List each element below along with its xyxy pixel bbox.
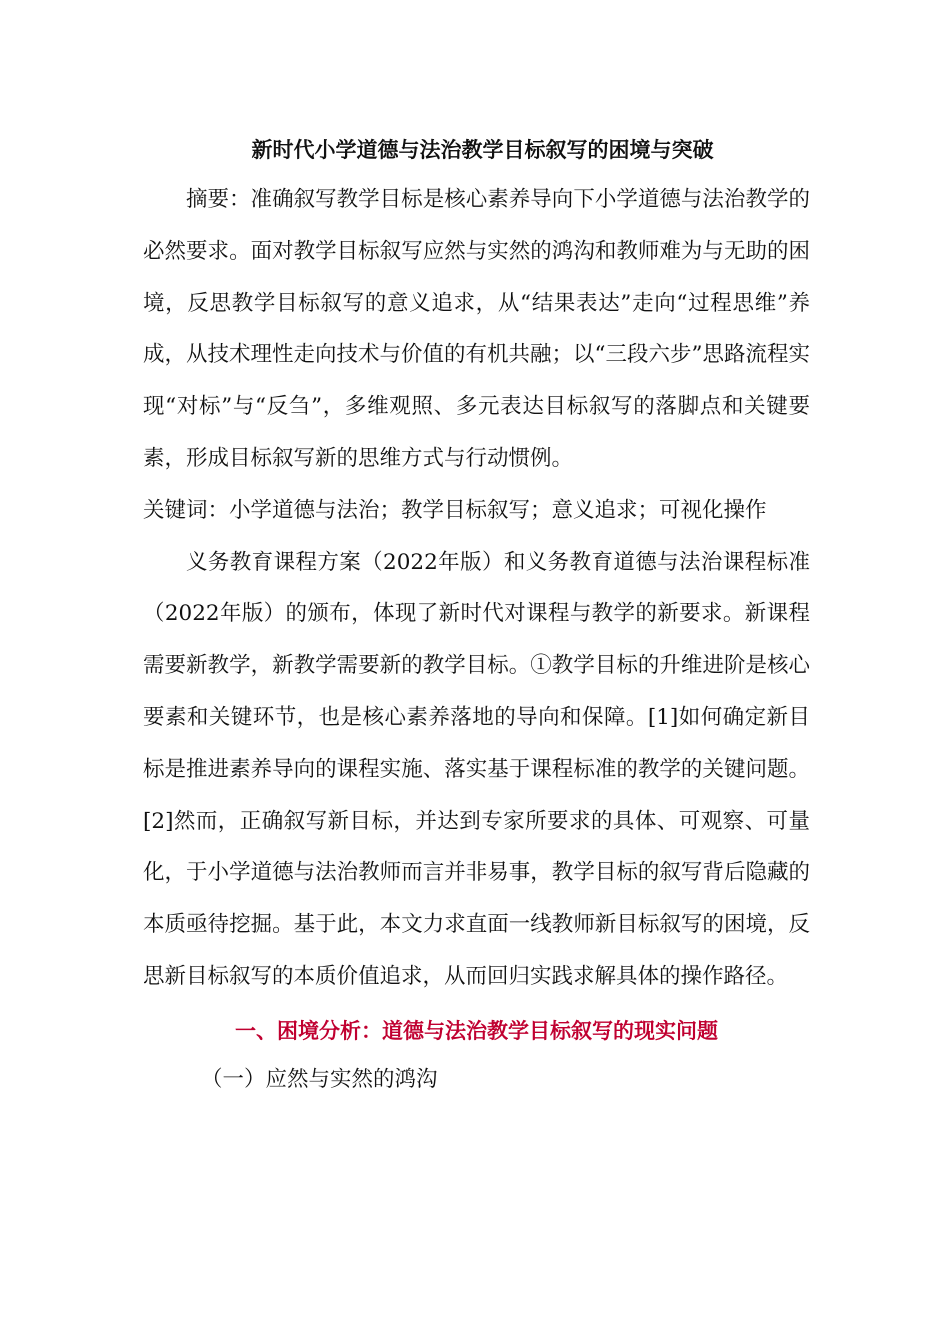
document-title: 新时代小学道德与法治教学目标叙写的困境与突破 [251, 138, 714, 162]
intro-paragraph: 义务教育课程方案（2022年版）和义务教育道德与法治课程标准（2022年版）的颁布，体现了新时代对课程与教学的新要求。新课程需要新教学，新教学需要新的教学目标。①教学目标的升维进阶是核心要素和关键环节，也是核心素养落地的导向和保障。[1]如何确定新目标是推进素养导向的课程实施、落实基于课程标准的教学的关键问题。[2]然而，正确叙写新目标，并达到专家所要求的具体、可观察、可量化，于小学道德与法治教师而言并非易事，教学目标的叙写背后隐藏的本质亟待挖掘。基于此，本文力求直面一线教师新目标叙写的困境，反思新目标叙写的本质价值追求，从而回归实践求解具体的操作路径。 [143, 549, 810, 989]
keywords-line: 关键词：小学道德与法治；教学目标叙写；意义追求；可视化操作 [143, 497, 767, 523]
section-heading: 一、困境分析：道德与法治教学目标叙写的现实问题 [235, 1018, 718, 1043]
subsection-heading: （一）应然与实然的鸿沟 [201, 1066, 438, 1092]
abstract-paragraph: 摘要：准确叙写教学目标是核心素养导向下小学道德与法治教学的必然要求。面对教学目标叙写应然与实然的鸿沟和教师难为与无助的困境，反思教学目标叙写的意义追求，从“结果表达”走向“过程思维”养成，从技术理性走向技术与价值的有机共融；以“三段六步”思路流程实现“对标”与“反刍”，多维观照、多元表达目标叙写的落脚点和关键要素，形成目标叙写新的思维方式与行动惯例。 [143, 187, 810, 471]
